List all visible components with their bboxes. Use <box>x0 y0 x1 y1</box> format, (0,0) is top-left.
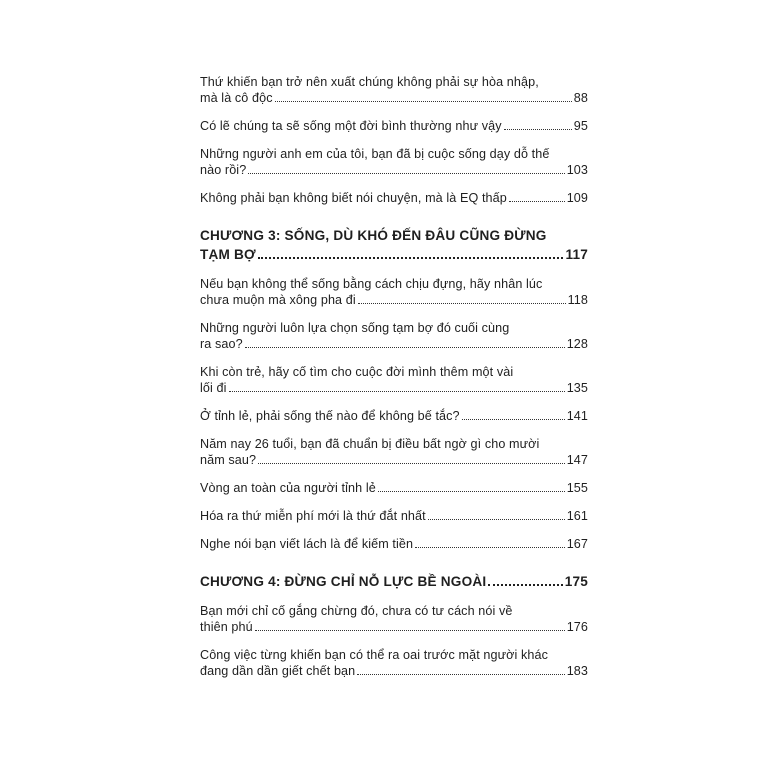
dot-leader <box>245 347 565 348</box>
page-number: 88 <box>573 91 588 105</box>
toc-entry <box>200 536 588 552</box>
toc-entry <box>200 146 588 178</box>
toc-entry <box>200 480 588 496</box>
toc-entry <box>200 276 588 308</box>
dot-leader <box>258 257 564 259</box>
toc-title-text: Hóa ra thứ miễn phí mới là thứ đắt nhất <box>200 509 426 523</box>
toc-title-line <box>200 380 588 396</box>
toc-title-text: mà là cô độc <box>200 91 273 105</box>
toc-title-line: Năm nay 26 tuổi, bạn đã chuẩn bị điều bất ngờ gì cho mười <box>200 437 540 451</box>
toc-title-line <box>200 292 588 308</box>
toc-entry <box>200 647 588 679</box>
toc-title-text: năm sau? <box>200 453 257 467</box>
toc-title-line <box>200 336 588 352</box>
toc-title-line: Những người anh em của tôi, bạn đã bị cuộc sống dạy dỗ thế <box>200 147 550 161</box>
page-number: 109 <box>566 191 588 205</box>
page-number: 128 <box>566 337 588 351</box>
toc-chapter-heading <box>200 572 588 591</box>
toc-title-text: CHƯƠNG 4: ĐỪNG CHỈ NỖ LỰC BỀ NGOÀI <box>200 574 487 589</box>
page-number: 175 <box>564 574 588 589</box>
page-number: 141 <box>566 409 588 423</box>
toc-title-line <box>200 572 588 591</box>
toc-title-text: Ở tỉnh lẻ, phải sống thế nào để không bế tắc? <box>200 409 460 423</box>
toc-title-line <box>200 480 588 496</box>
toc-title-text: lối đi <box>200 381 227 395</box>
dot-leader <box>255 630 565 631</box>
toc-title-line: Những người luôn lựa chọn sống tạm bợ đó cuối cùng <box>200 321 510 335</box>
toc-title-text: Vòng an toàn của người tỉnh lẻ <box>200 481 376 495</box>
page-number: 118 <box>567 293 588 307</box>
toc-title-line: CHƯƠNG 3: SỐNG, DÙ KHÓ ĐẾN ĐÂU CŨNG ĐỪNG <box>200 228 547 243</box>
toc-title-line: Thứ khiến bạn trở nên xuất chúng không phải sự hòa nhập, <box>200 75 539 89</box>
page-number: 167 <box>566 537 588 551</box>
toc-title-text: ra sao? <box>200 337 243 351</box>
toc-entry <box>200 508 588 524</box>
toc-chapter-heading <box>200 226 588 264</box>
table-of-contents <box>200 74 588 691</box>
toc-entry <box>200 364 588 396</box>
toc-title-line <box>200 508 588 524</box>
toc-title-line <box>200 190 588 206</box>
toc-title-text: Không phải bạn không biết nói chuyện, mà là EQ thấp <box>200 191 507 205</box>
toc-title-line: Công việc từng khiến bạn có thể ra oai trước mặt người khác <box>200 648 549 662</box>
toc-entry <box>200 436 588 468</box>
page-number: 176 <box>566 620 588 634</box>
toc-title-line <box>200 162 588 178</box>
toc-entry <box>200 320 588 352</box>
dot-leader <box>358 303 566 304</box>
dot-leader <box>357 674 564 675</box>
dot-leader <box>462 419 565 420</box>
dot-leader <box>488 584 562 586</box>
toc-title-line <box>200 408 588 424</box>
page-number: 183 <box>566 664 588 678</box>
toc-title-text: chưa muộn mà xông pha đi <box>200 293 356 307</box>
toc-entry <box>200 190 588 206</box>
toc-title-line <box>200 536 588 552</box>
toc-title-line <box>200 619 588 635</box>
toc-entry <box>200 603 588 635</box>
toc-title-line <box>200 245 588 264</box>
dot-leader <box>248 173 564 174</box>
toc-title-text: TẠM BỢ <box>200 247 256 262</box>
dot-leader <box>378 491 565 492</box>
page-number: 161 <box>566 509 588 523</box>
page-number: 135 <box>566 381 588 395</box>
dot-leader <box>428 519 565 520</box>
dot-leader <box>275 101 572 102</box>
toc-title-line <box>200 90 588 106</box>
page-number: 117 <box>565 247 588 262</box>
page-number: 155 <box>566 481 588 495</box>
toc-title-line <box>200 663 588 679</box>
dot-leader <box>509 201 565 202</box>
toc-title-line <box>200 118 588 134</box>
toc-entry <box>200 118 588 134</box>
toc-title-text: thiên phú <box>200 620 253 634</box>
page-number: 95 <box>573 119 588 133</box>
toc-title-line: Bạn mới chỉ cố gắng chừng đó, chưa có tư cách nói về <box>200 604 513 618</box>
toc-title-line: Khi còn trẻ, hãy cố tìm cho cuộc đời mình thêm một vài <box>200 365 514 379</box>
toc-title-line <box>200 452 588 468</box>
dot-leader <box>415 547 565 548</box>
toc-entry <box>200 74 588 106</box>
dot-leader <box>229 391 565 392</box>
toc-entry <box>200 408 588 424</box>
dot-leader <box>258 463 565 464</box>
toc-title-text: Có lẽ chúng ta sẽ sống một đời bình thường như vậy <box>200 119 502 133</box>
page-number: 147 <box>566 453 588 467</box>
page-number: 103 <box>566 163 588 177</box>
toc-title-text: Nghe nói bạn viết lách là để kiếm tiền <box>200 537 414 551</box>
toc-title-text: nào rồi? <box>200 163 247 177</box>
dot-leader <box>504 129 572 130</box>
toc-title-text: đang dần dần giết chết bạn <box>200 664 356 678</box>
toc-title-line: Nếu bạn không thể sống bằng cách chịu đựng, hãy nhân lúc <box>200 277 543 291</box>
